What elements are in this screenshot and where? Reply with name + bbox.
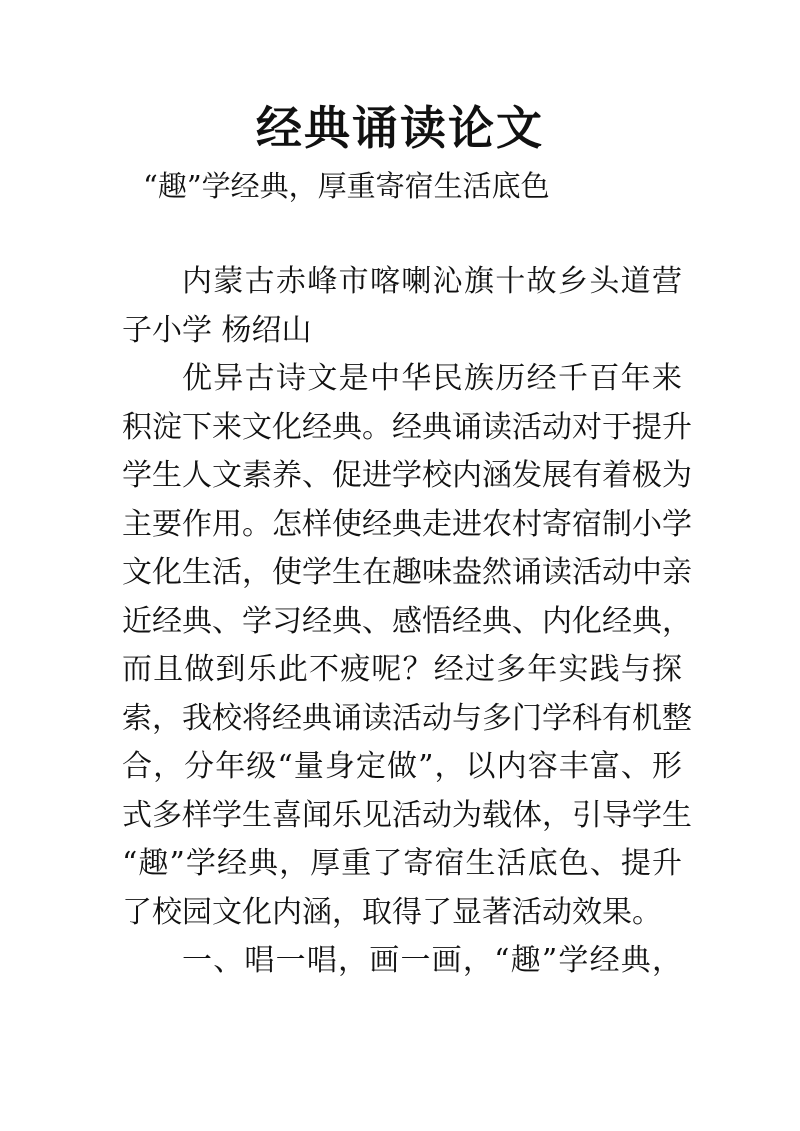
body-line: 近经典、学习经典、感悟经典、内化经典，	[122, 603, 692, 639]
body-line: 主要作用。怎样使经典走进农村寄宿制小学	[122, 506, 692, 542]
body-line: 学生人文素养、促进学校内涵发展有着极为	[122, 458, 692, 493]
body-line: 合，分年级“量身定做”，以内容丰富、形	[122, 749, 682, 784]
body-line: 式多样学生喜闻乐见活动为载体，引导学生	[122, 797, 692, 833]
document-subtitle: “趣”学经典，厚重寄宿生活底色	[143, 169, 550, 203]
body-line: 优异古诗文是中华民族历经千百年来	[182, 361, 682, 396]
body-line: 文化生活，使学生在趣味盎然诵读活动中亲	[122, 555, 692, 590]
document-title: 经典诵读论文	[256, 101, 544, 155]
document-body	[122, 258, 692, 986]
body-line: 而且做到乐此不疲呢？经过多年实践与探	[122, 652, 682, 687]
body-line: 积淀下来文化经典。经典诵读活动对于提升	[122, 409, 692, 445]
body-line: “趣”学经典，厚重了寄宿生活底色、提升	[122, 846, 682, 881]
body-line: 了校园文化内涵，取得了显著活动效果。	[122, 894, 662, 930]
body-line: 内蒙古赤峰市喀喇沁旗十故乡头道营	[182, 264, 682, 299]
body-line: 索，我校将经典诵读活动与多门学科有机整	[122, 700, 692, 736]
section-heading-line: 一、唱一唱，画一画，“趣”学经典，	[182, 943, 682, 978]
author-line: 子小学 杨绍山	[122, 312, 312, 348]
